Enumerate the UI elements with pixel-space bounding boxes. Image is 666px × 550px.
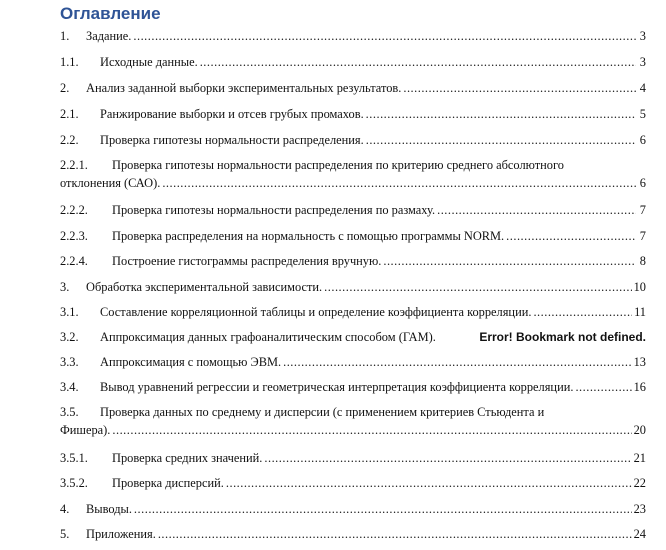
toc-entry-text-continued: отклонения (САО).	[60, 176, 161, 190]
toc-dot-leader	[533, 305, 632, 320]
bookmark-error-text: Error! Bookmark not defined.	[479, 330, 646, 344]
toc-entry-number: 5.	[60, 527, 70, 541]
toc-page-number: 22	[633, 476, 646, 490]
toc-entry-text-continued: Фишера).	[60, 423, 111, 437]
toc-page-number: 6	[639, 176, 646, 190]
toc-entry[interactable]	[60, 107, 646, 122]
toc-entry[interactable]	[60, 405, 646, 438]
toc-entry-text: Составление корреляционной таблицы и определение коэффициента корреляции.	[100, 305, 532, 319]
toc-title: Оглавление	[60, 4, 161, 23]
toc-entry-text: Проверка гипотезы нормальности распределения по размаху.	[112, 203, 436, 217]
toc-dot-leader	[403, 81, 636, 96]
toc-entry-number: 3.3.	[60, 355, 79, 369]
toc-entry[interactable]	[60, 133, 646, 148]
toc-page-number: 7	[639, 203, 646, 217]
toc-dot-leader	[112, 423, 631, 438]
toc-entry-number: 2.2.3.	[60, 229, 88, 243]
toc-dot-leader	[162, 176, 636, 191]
toc-entry-text: Аппроксимация данных графоаналитическим способом (ГАМ).	[100, 330, 436, 344]
toc-dot-leader	[133, 29, 636, 44]
toc-page-number: 16	[633, 380, 646, 394]
toc-page-number: 5	[639, 107, 646, 121]
toc-dot-leader	[437, 203, 636, 218]
toc-dot-leader	[158, 527, 632, 542]
toc-entry-text: Вывод уравнений регрессии и геометрическая интерпретация коэффициента корреляции.	[100, 380, 574, 394]
toc-entry-number: 3.	[60, 280, 70, 294]
toc-entry[interactable]	[60, 451, 646, 466]
toc-entry-number: 4.	[60, 502, 70, 516]
toc-page-number: 7	[639, 229, 646, 243]
toc-entry[interactable]	[60, 380, 646, 395]
toc-entry[interactable]	[60, 158, 646, 191]
toc-entry-text: Проверка гипотезы нормальности распределения по критерию среднего абсолютного	[112, 158, 564, 172]
toc-entry-number: 1.1.	[60, 55, 79, 69]
toc-entry-number: 3.2.	[60, 330, 79, 344]
toc-entry-text: Проверка распределения на нормальность с помощью программы NORM.	[112, 229, 505, 243]
toc-entry-number: 3.4.	[60, 380, 79, 394]
toc-dot-leader	[366, 107, 636, 122]
toc-entry-text: Проверка дисперсий.	[112, 476, 224, 490]
toc-dot-leader	[383, 254, 636, 269]
toc-dot-leader	[366, 133, 636, 148]
toc-entry-text: Анализ заданной выборки экспериментальных результатов.	[86, 81, 402, 95]
toc-entry[interactable]	[60, 203, 646, 218]
toc-page-number: 3	[639, 29, 646, 43]
toc-page-number: 13	[633, 355, 646, 369]
toc-entry[interactable]	[60, 305, 646, 320]
toc-entry-text: Аппроксимация с помощью ЭВМ.	[100, 355, 282, 369]
toc-entry[interactable]	[60, 229, 646, 244]
toc-entry-text: Ранжирование выборки и отсев грубых промахов.	[100, 107, 364, 121]
toc-dot-leader	[575, 380, 631, 395]
toc-entry[interactable]	[60, 355, 646, 370]
toc-entry-number: 1.	[60, 29, 70, 43]
toc-page-number: 21	[633, 451, 646, 465]
toc-entry[interactable]	[60, 527, 646, 542]
toc-entry[interactable]	[60, 502, 646, 517]
toc-dot-leader	[324, 280, 631, 295]
toc-entry[interactable]	[60, 476, 646, 491]
toc-entry-text: Построение гистограммы распределения вручную.	[112, 254, 382, 268]
toc-dot-leader	[264, 451, 631, 466]
toc-entry[interactable]	[60, 254, 646, 269]
toc-entry-text: Задание.	[86, 29, 132, 43]
toc-page-number: 10	[633, 280, 646, 294]
toc-entry-number: 2.2.4.	[60, 254, 88, 268]
toc-page-number: 6	[639, 133, 646, 147]
toc-entry-number: 2.	[60, 81, 70, 95]
toc-dot-leader	[134, 502, 632, 517]
toc-entry-text: Проверка средних значений.	[112, 451, 263, 465]
toc-entry-number: 2.2.1.	[60, 158, 88, 172]
toc-dot-leader	[506, 229, 636, 244]
toc-entry-text: Проверка гипотезы нормальности распределения.	[100, 133, 364, 147]
toc-page-number: 8	[639, 254, 646, 268]
toc-page-number: 3	[639, 55, 646, 69]
toc-entry-number: 3.5.2.	[60, 476, 88, 490]
toc-entry-number: 3.5.	[60, 405, 79, 419]
toc-entry-text: Исходные данные.	[100, 55, 198, 69]
toc-entry[interactable]	[60, 55, 646, 70]
toc-entry[interactable]	[60, 81, 646, 96]
toc-page-number: 11	[634, 305, 646, 319]
toc-entry[interactable]	[60, 330, 646, 345]
toc-entry-number: 3.5.1.	[60, 451, 88, 465]
toc-entry-number: 2.2.	[60, 133, 79, 147]
toc-entry-number: 2.1.	[60, 107, 79, 121]
toc-dot-leader	[226, 476, 632, 491]
toc-entry-text: Проверка данных по среднему и дисперсии (с применением критериев Стьюдента и	[100, 405, 545, 419]
toc-page-number: 20	[633, 423, 646, 437]
toc-entry-number: 2.2.2.	[60, 203, 88, 217]
toc-entry[interactable]	[60, 280, 646, 295]
toc-page-number: 4	[639, 81, 646, 95]
toc-entry-text: Выводы.	[86, 502, 132, 516]
toc-entry-text: Приложения.	[86, 527, 156, 541]
toc-entry-number: 3.1.	[60, 305, 79, 319]
toc-page-number: 23	[633, 502, 646, 516]
toc-page-number: 24	[633, 527, 646, 541]
toc-entry[interactable]	[60, 29, 646, 44]
toc-entry-text: Обработка экспериментальной зависимости.	[86, 280, 323, 294]
toc-dot-leader	[200, 55, 636, 70]
toc-dot-leader	[283, 355, 632, 370]
